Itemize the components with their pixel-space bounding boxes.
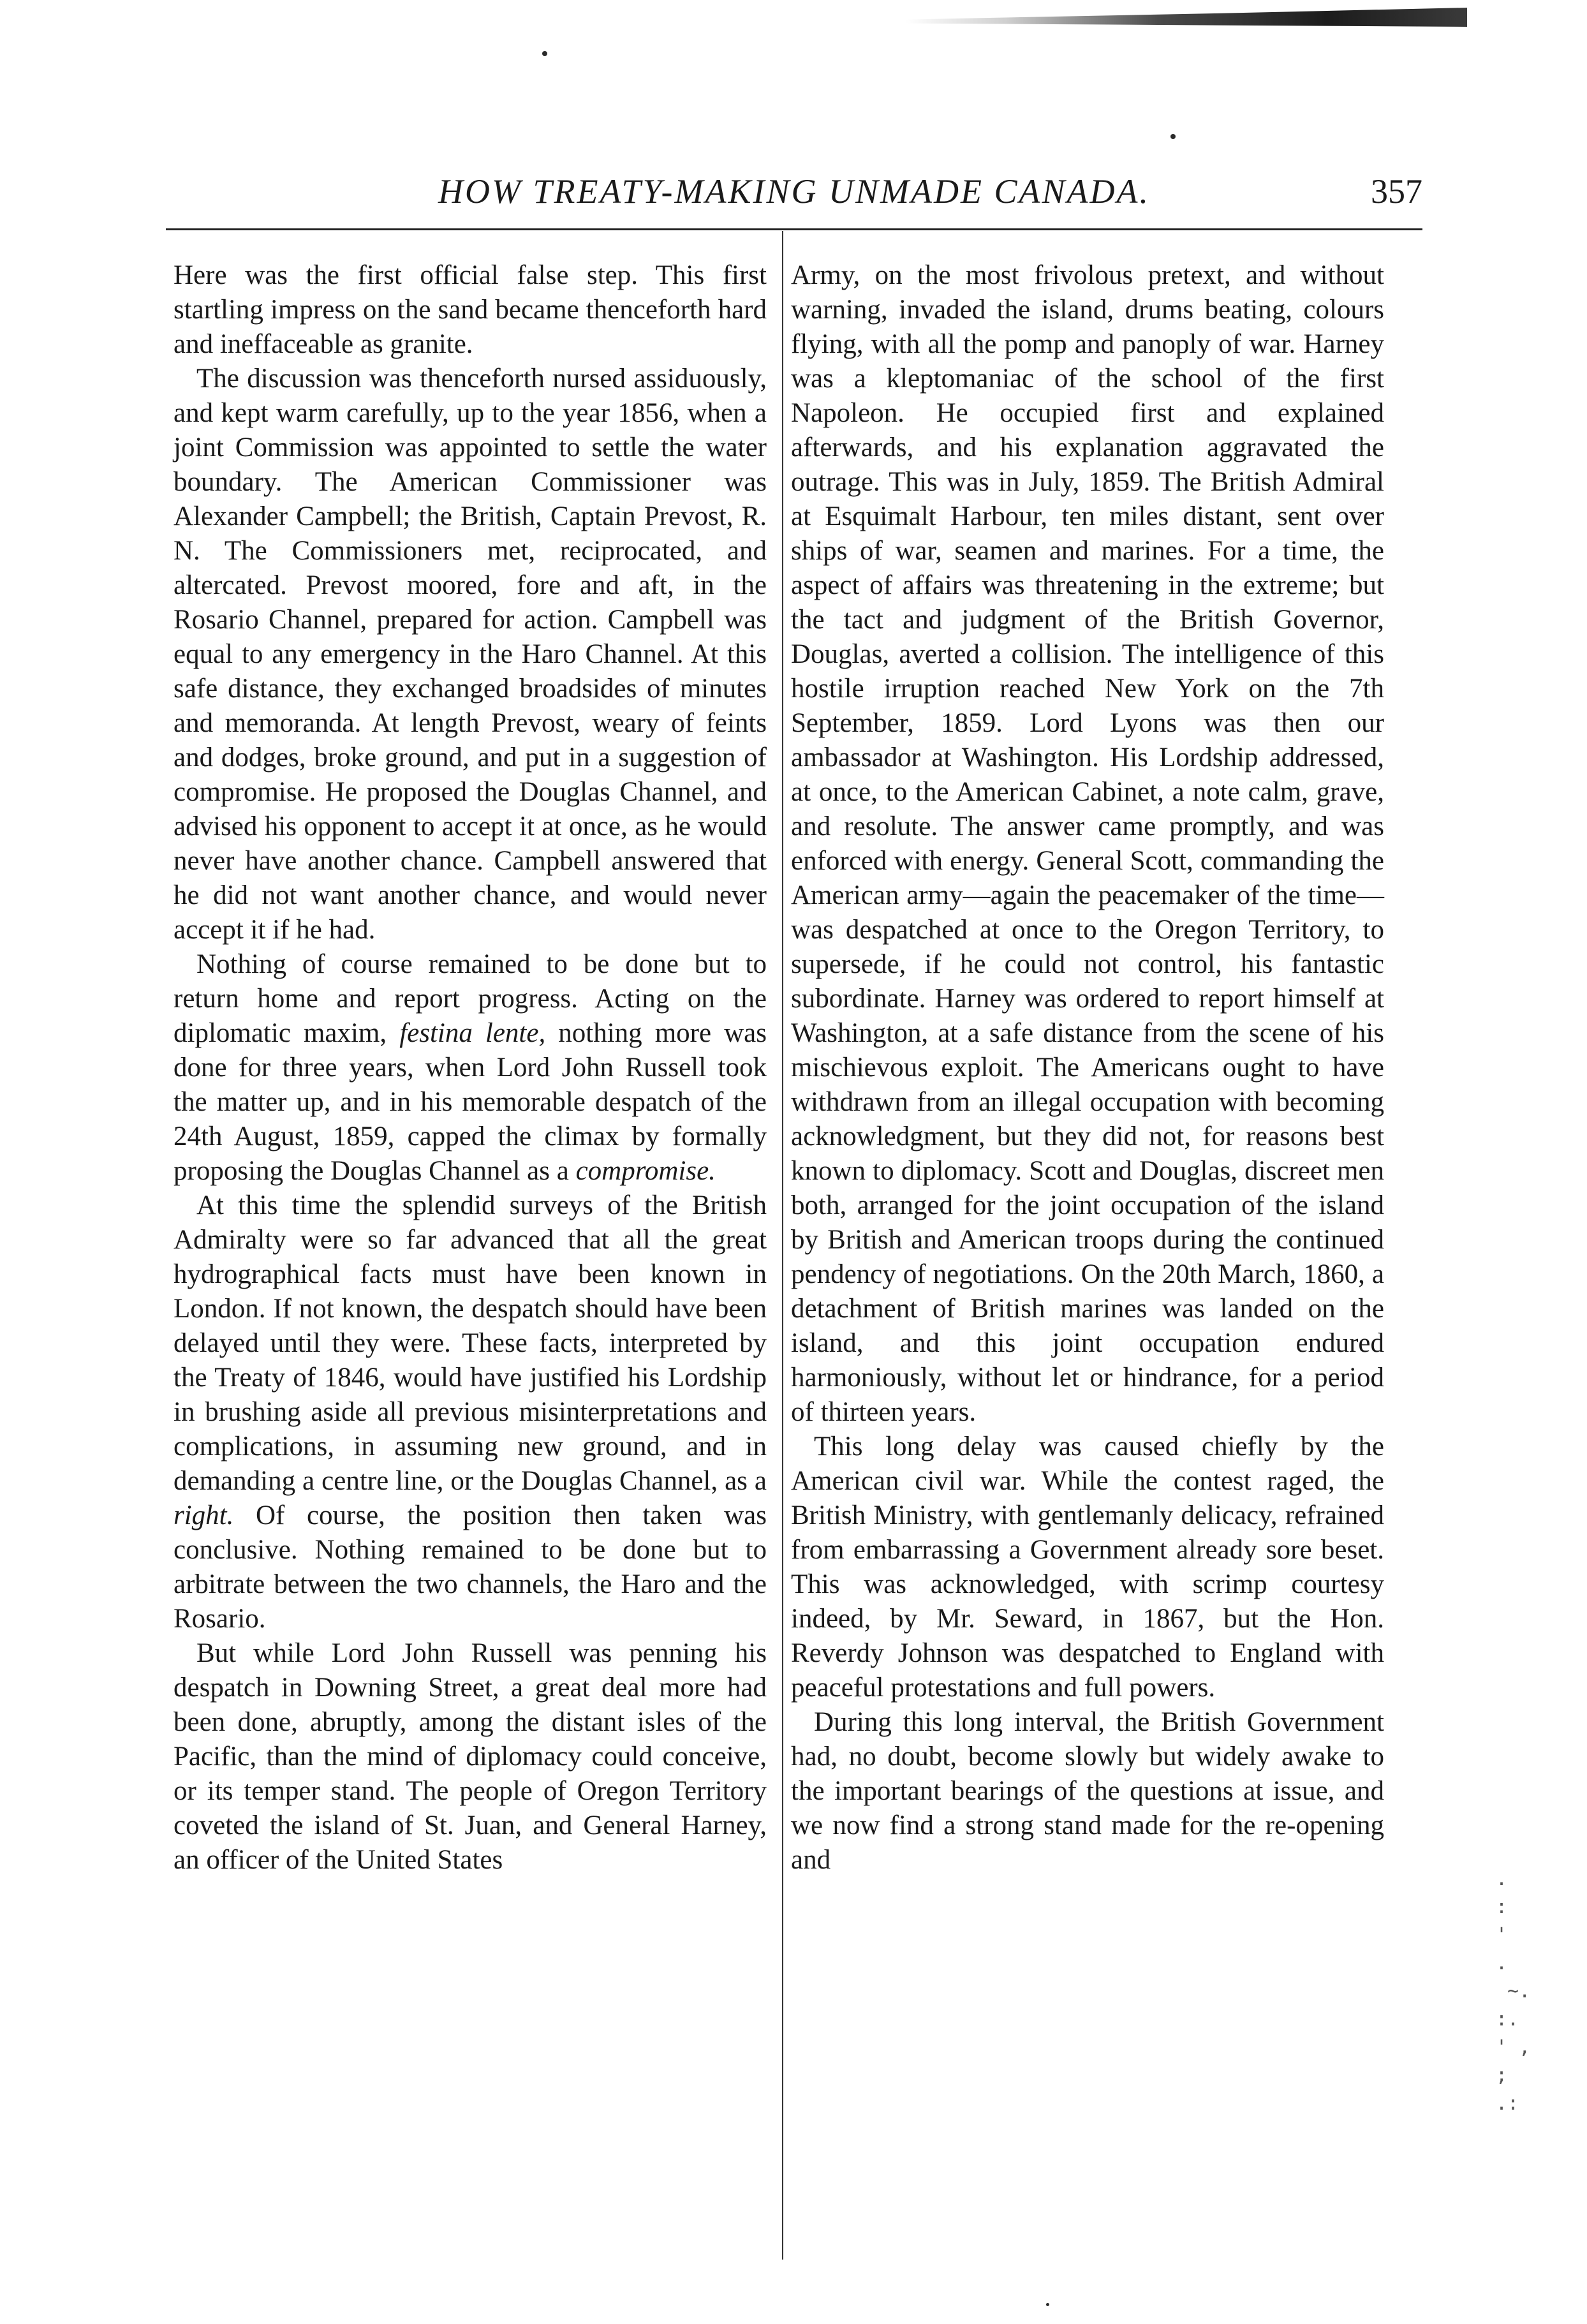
text-run: nothing more was done for three years, when Lord John Russell took the matter up, and in his memorable despatch of the 24th August, 1859, capped the climax by formally proposing the Douglas Channel as a (173, 1018, 767, 1186)
ink-speck (1170, 134, 1176, 139)
paragraph (173, 947, 767, 1188)
running-title: HOW TREATY-MAKING UNMADE CANADA. (438, 172, 1150, 211)
scan-margin-noise: . : ' . ~. :. ' , ; .: (1496, 1868, 1531, 2115)
ink-speck (1046, 2303, 1049, 2306)
paragraph: But while Lord John Russell was penning his despatch in Downing Street, a great deal more had been done, abruptly, among the distant isles of the Pacific, than the mind of diplomacy could conceive, or its temper stand. The people of Oregon Territory coveted the island of St. Juan, and General Harney, an officer of the United States (173, 1638, 767, 1875)
running-head (166, 166, 1422, 217)
paragraph: Here was the first official false step. This first startling impress on the sand became thenceforth hard and ineffaceable as granite. (173, 260, 767, 359)
header-rule (166, 228, 1422, 230)
paragraph: During this long interval, the British Government had, no doubt, become slowly but widely awake to the important bearings of the questions at issue, and we now find a strong stand made for the re-opening and (791, 1707, 1384, 1875)
paragraph: This long delay was caused chiefly by the American civil war. While the contest raged, the British Ministry, with gentlemanly delicacy, refrained from embarrassing a Government already sore beset. This was acknowledged, with scrimp courtesy indeed, by Mr. Seward, in 1867, but the Hon. Reverdy Johnson was despatched to England with peaceful protestations and full powers. (791, 1432, 1384, 1703)
italic-text: right. (173, 1500, 234, 1530)
text-run: Nothing of course remained to be done but to return home and report progress. Acting on the diplomatic maxim, (173, 949, 767, 1048)
text-run: At this time the splendid surveys of the British Admiralty were so far advanced that all the great hydrographical facts must have been known in London. If not known, the despatch should have been delayed until they were. These facts, interpreted by the Treaty of 1846, would have justified his Lordship in brushing aside all previous misinterpretations and complications, in assuming new ground, and in demanding a centre line, or the Douglas Channel, as a (173, 1190, 767, 1496)
paragraph: Army, on the most frivolous pretext, and without warning, invaded the island, drums beating, colours flying, with all the pomp and panoply of war. Harney was a kleptomaniac of the school of the first Napoleon. He occupied first and explained afterwards, and his explanation aggravated the outrage. This was in July, 1859. The British Admiral at Esquimalt Harbour, ten miles distant, sent over ships of war, seamen and marines. For a time, the aspect of affairs was threatening in the extreme; but the tact and judgment of the British Governor, Douglas, averted a collision. The intelligence of this hostile irruption reached New York on the 7th September, 1859. Lord Lyons was then our ambassador at Washington. His Lordship addressed, at once, to the American Cabinet, a note calm, grave, and resolute. The answer came promptly, and was enforced with energy. General Scott, commanding the American army—again the peacemaker of the time—was despatched at once to the Oregon Territory, to supersede, if he could not control, his fantastic subordinate. Harney was ordered to report himself at Washington, at a safe distance from the scene of his mischievous exploit. The Americans ought to have withdrawn from an illegal occupation with becoming acknowledgment, but they did not, for reasons best known to diplomacy. Scott and Douglas, discreet men both, arranged for the joint occupation of the island by British and American troops during the continued pendency of negotiations. On the 20th March, 1860, a detachment of British marines was landed on the island, and this joint occupation endured harmoniously, without let or hindrance, for a period of thirteen years. (791, 260, 1384, 1427)
right-column (791, 258, 1384, 1877)
top-edge-scan-mark (906, 8, 1467, 27)
ink-speck (542, 51, 547, 56)
italic-text: compromise. (575, 1156, 716, 1186)
column-divider (782, 231, 783, 2260)
page-number: 357 (1371, 172, 1422, 211)
paragraph: The discussion was thenceforth nursed assiduously, and kept warm carefully, up to the year 1856, when a joint Commission was appointed to settle the water boundary. The American Commissioner was Alexander Campbell; the British, Captain Prevost, R. N. The Commissioners met, reciprocated, and altercated. Prevost moored, fore and aft, in the Rosario Channel, prepared for action. Campbell was equal to any emergency in the Haro Channel. At this safe distance, they exchanged broadsides of minutes and memoranda. At length Prevost, weary of feints and dodges, broke ground, and put in a suggestion of compromise. He proposed the Douglas Channel, and advised his opponent to accept it at once, as he would never have another chance. Campbell answered that he did not want another chance, and would never accept it if he had. (173, 364, 767, 945)
paragraph (173, 1188, 767, 1636)
left-column (173, 258, 767, 1877)
text-run: Of course, the position then taken was conclusive. Nothing remained to be done but to arbitrate between the two channels, the Haro and the Rosario. (173, 1500, 767, 1634)
italic-text: festina lente, (399, 1018, 546, 1048)
